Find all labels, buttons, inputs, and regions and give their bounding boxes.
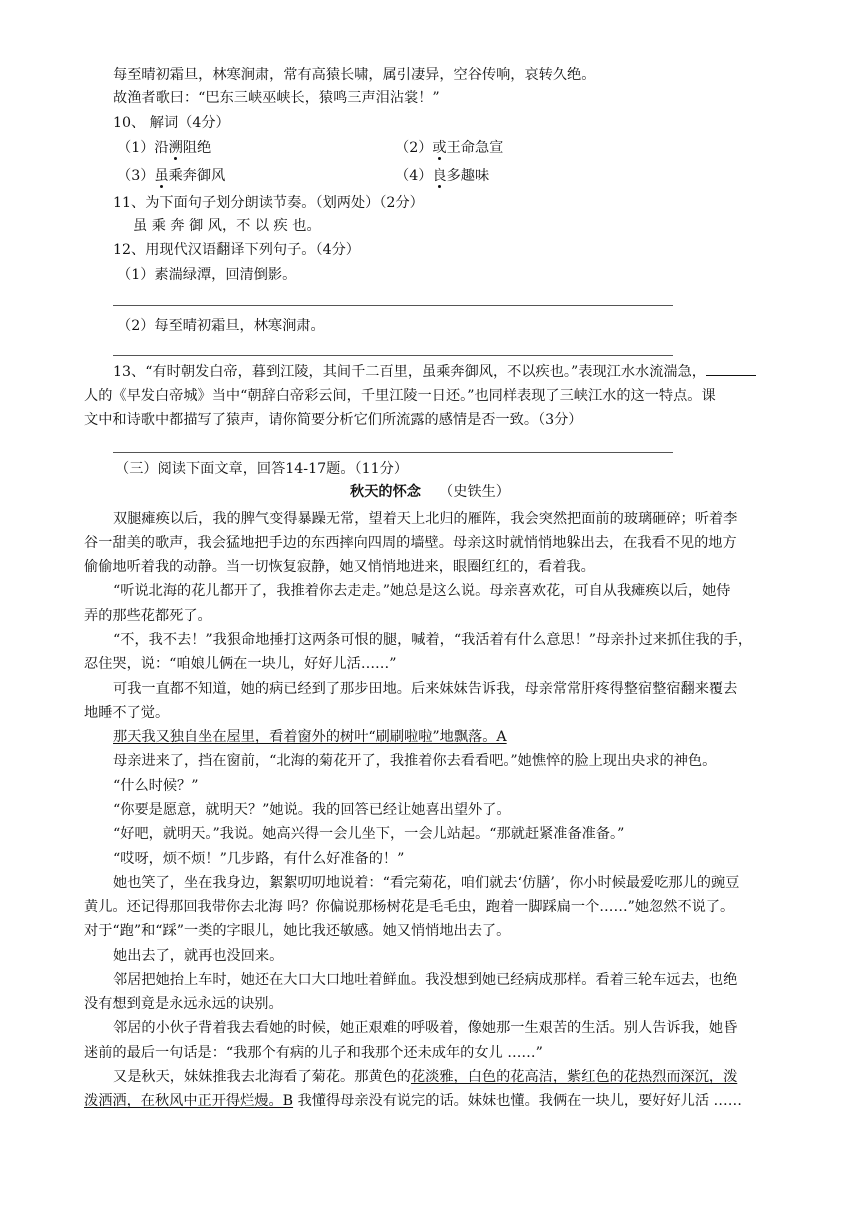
emphasis-dot-char: 虽 [154,168,169,184]
answer-line[interactable] [113,452,673,453]
article-line: “哎呀，烦不烦！”几步路，有什么好准备的！” [113,851,405,867]
underlined-sentence-b: 泼洒洒，在秋风中正开得烂熳。B [84,1093,294,1109]
article-line: 迷前的最后一句话是：“我那个有病的儿子和我那个还未成年的女儿 ……” [84,1045,543,1061]
emphasis-dot-char: 或 [432,140,447,156]
passage-line: 故渔者歌曰：“巴东三峡巫峡长，猿鸣三声泪沾裳！” [113,90,440,106]
question-12-title: 12、用现代汉语翻译下列句子。（4分） [113,242,360,258]
article-line: 邻居的小伙子背着我去看她的时候，她正艰难的呼吸着，像她那一生艰苦的生活。别人告诉我，她昏 [113,1020,738,1036]
article-line: “不，我不去！”我狠命地捶打这两条可恨的腿，喊着，“我活着有什么意思！”母亲扑过来抓住我的手， [113,632,753,648]
article-author: （史铁生） [439,484,510,500]
answer-line[interactable] [113,355,673,356]
article-line: 母亲进来了，挡在窗前，“北海的菊花开了，我推着你去看看吧。”她憔悴的脸上现出央求的神色。 [113,753,717,769]
q10-item-4: （4）良多趣味 [395,168,490,184]
q11-sentence: 虽 乘 奔 御 风，不 以 疾 也。 [133,218,321,234]
emphasis-dot-char: 溯 [168,140,183,156]
q12-sentence-1: （1）素湍绿潭，回清倒影。 [117,267,297,283]
article-line: 又是秋天，妹妹推我去北海看了菊花。那黄色的花淡雅，白色的花高洁，紫红色的花热烈而深沉，泼 [113,1069,738,1085]
article-line: 没有想到竟是永远永远的诀别。 [84,996,283,1012]
article-line: 可我一直都不知道，她的病已经到了那步田地。后来妹妹告诉我，母亲常常肝疼得整宿整宿翻来覆去 [113,681,738,697]
article-line: 谷一甜美的歌声，我会猛地把手边的东西摔向四周的墙壁。母亲这时就悄悄地躲出去，在我看不见的地方 [84,535,737,551]
article-line: 邻居把她抬上车时，她还在大口大口地吐着鲜血。我没想到她已经病成那样。看着三轮车远去，也绝 [113,972,738,988]
q13-line-2: 人的《早发白帝城》当中“朝辞白帝彩云间，千里江陵一日还。”也同样表现了三峡江水的这一特点。课 [84,388,716,404]
question-11-title: 11、为下面句子划分朗读节奏。（划两处）（2分） [113,195,424,211]
article-line: 忍住哭，说：“咱娘儿俩在一块儿，好好儿活……” [84,656,397,672]
answer-line[interactable] [113,305,673,306]
fill-blank[interactable] [706,361,756,376]
article-line: 偷偷地听着我的动静。当一切恢复寂静，她又悄悄地进来，眼圈红红的，看着我。 [84,559,595,575]
q10-item-3: （3）虽乘奔御风 [117,168,226,184]
underlined-sentence-a: 那天我又独自坐在屋里，看着窗外的树叶“刷刷啦啦”地飘落。A [113,729,507,745]
article-line: 地睡不了觉。 [84,705,170,721]
q12-sentence-2: （2）每至晴初霜旦，林寒涧肃。 [117,318,325,334]
article-line: 黄儿。还记得那回我带你去北海 吗？你偏说那杨树花是毛毛虫，跑着一脚踩扁一个……”她忽然不说了。 [84,899,735,915]
passage-line: 每至晴初霜旦，林寒涧肃，常有高猿长啸，属引凄异，空谷传响，哀转久绝。 [113,67,596,83]
article-title-line [0,482,860,502]
article-line: “你要是愿意，就明天？”她说。我的回答已经让她喜出望外了。 [113,802,511,818]
article-line: 弄的那些花都死了。 [84,608,212,624]
q13-line-3: 文中和诗歌中都描写了猿声，请你简要分析它们所流露的感情是否一致。（3分） [84,412,583,428]
article-line: 她也笑了，坐在我身边，絮絮叨叨地说着：“看完菊花，咱们就去‘仿膳’，你小时候最爱吃那儿的豌豆 [113,875,740,891]
section-3-heading: （三）阅读下面文章，回答14-17题。（11分） [115,461,409,477]
article-line: “什么时候？” [113,778,199,794]
q10-item-1: （1）沿溯阻绝 [117,140,212,156]
question-10-title: 10、 解词（4分） [113,115,230,131]
article-line: 双腿瘫痪以后，我的脾气变得暴躁无常，望着天上北归的雁阵，我会突然把面前的玻璃砸碎；听着李 [113,511,738,527]
article-title: 秋天的怀念 [350,484,421,500]
article-line: “听说北海的花儿都开了，我推着你去走走。”她总是这么说。母亲喜欢花，可自从我瘫痪以后，她侍 [113,583,731,599]
q10-item-2: （2）或王命急宣 [395,140,504,156]
emphasis-dot-char: 良 [432,168,447,184]
article-line: 对于“跑”和“踩”一类的字眼儿，她比我还敏感。她又悄悄地出去了。 [84,923,511,939]
article-line: “好吧，就明天。”我说。她高兴得一会儿坐下，一会儿站起。“那就赶紧准备准备。” [113,826,625,842]
q13-line-1: 13、“有时朝发白帝，暮到江陵，其间千二百里，虽乘奔御风，不以疾也。”表现江水水流湍急， [113,361,756,382]
article-line: 泼洒洒，在秋风中正开得烂熳。B 我懂得母亲没有说完的话。妹妹也懂。我俩在一块儿，要好好儿活 …… [84,1093,742,1109]
article-line: 她出去了，就再也没回来。 [113,948,284,964]
underlined-sentence-b: 花淡雅，白色的花高洁，紫红色的花热烈而深沉，泼 [410,1069,738,1085]
